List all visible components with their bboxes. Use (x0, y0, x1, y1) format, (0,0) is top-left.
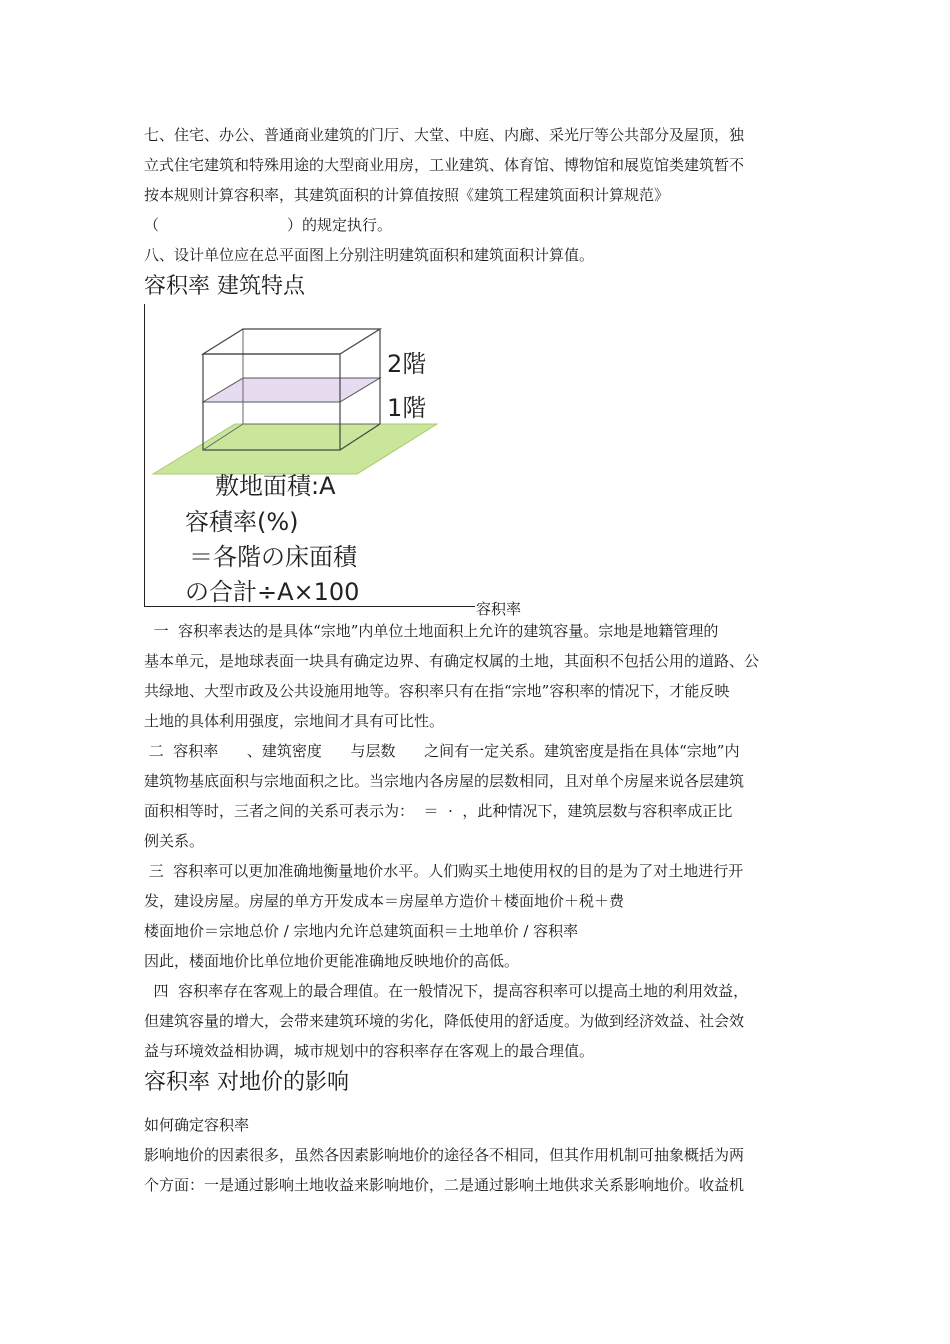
point4-line: 益与环境效益相协调，城市规划中的容积率存在客观上的最合理值。 (144, 1042, 595, 1060)
point4-line: 四 容积率存在客观上的最合理值。在一般情况下，提高容积率可以提高土地的利用效益， (144, 982, 749, 1000)
point2-line: 建筑物基底面积与宗地面积之比。当宗地内各房屋的层数相同，且对单个房屋来说各层建筑 (144, 772, 745, 790)
point1-line: 共绿地、大型市政及公共设施用地等。容积率只有在指“宗地”容积率的情况下，才能反映 (144, 682, 730, 700)
point1-line: 一 容积率表达的是具体“宗地”内单位土地面积上允许的建筑容量。宗地是地籍管理的 (144, 622, 719, 640)
formula-text1: 敷地面積:A (215, 472, 336, 500)
point4-line: 但建筑容量的增大，会带来建筑环境的劣化，降低使用的舒适度。为做到经济效益、社会效 (144, 1012, 745, 1030)
heading-land-price-impact: 容积率 对地价的影响 (144, 1070, 349, 1095)
document-page (144, 120, 810, 1200)
floor-plane-1f (203, 378, 380, 402)
subheading: 如何确定容积率 (144, 1116, 250, 1134)
section7-line1: 七、住宅、办公、普通商业建筑的门厅、大堂、中庭、内廊、采光厅等公共部分及屋顶，独 (144, 126, 745, 144)
point-2 (144, 736, 810, 856)
heading-building-features: 容积率 建筑特点 (144, 274, 305, 299)
figure-frame (144, 304, 475, 607)
formula-text2: 容積率(%) (185, 508, 299, 536)
section7-line4 (144, 210, 810, 240)
section8: 八、设计单位应在总平面图上分别注明建筑面积和建筑面积计算值。 (144, 246, 595, 264)
point-1 (144, 616, 810, 736)
point1-line: 土地的具体利用强度，宗地间才具有可比性。 (144, 712, 445, 730)
point2-line: 例关系。 (144, 832, 205, 850)
section7-paren-open: （ (144, 216, 160, 234)
section7-line3: 按本规则计算容积率，其建筑面积的计算值按照《建筑工程建筑面积计算规范》 (144, 186, 670, 204)
ground-plane (153, 424, 437, 474)
last-line: 个方面：一是通过影响土地收益来影响地价，二是通过影响土地供求关系影响地价。收益机 (144, 1176, 745, 1194)
last-line: 影响地价的因素很多，虽然各因素影响地价的途径各不相同，但其作用机制可抽象概括为两 (144, 1146, 745, 1164)
far-diagram (145, 304, 475, 606)
point3-line: 三 容积率可以更加准确地衡量地价水平。人们购买土地使用权的目的是为了对土地进行开 (144, 862, 744, 880)
point3-line: 因此，楼面地价比单位地价更能准确地反映地价的高低。 (144, 952, 520, 970)
section7-line2: 立式住宅建筑和特殊用途的大型商业用房，工业建筑、体育馆、博物馆和展览馆类建筑暂不 (144, 156, 745, 174)
figure (144, 304, 810, 616)
point-3 (144, 856, 810, 976)
point3-line: 楼面地价＝宗地总价 / 宗地内允许总建筑面积＝土地单价 / 容积率 (144, 922, 579, 940)
point3-line: 发，建设房屋。房屋的单方开发成本＝房屋单方造价＋楼面地价＋税＋费 (144, 892, 625, 910)
formula-text3: ＝各階の床面積 (189, 543, 357, 571)
formula-text4: の合計÷A×100 (185, 578, 360, 606)
figure-caption: 容积率 (476, 600, 522, 618)
section7-paren-close: ）的规定执行。 (287, 216, 393, 234)
point1-line: 基本单元，是地球表面一块具有确定边界、有确定权属的土地，其面积不包括公用的道路、公 (144, 652, 760, 670)
label-1f: 1階 (387, 394, 427, 422)
point-4 (144, 976, 810, 1066)
label-2f: 2階 (387, 350, 427, 378)
point2-line: 二 容积率 、建筑密度 与层数 之间有一定关系。建筑密度是指在具体“宗地”内 (144, 742, 740, 760)
box-top (203, 329, 380, 354)
point2-line: 面积相等时，三者之间的关系可表示为： ＝ · ，此种情况下，建筑层数与容积率成正比 (144, 802, 733, 820)
